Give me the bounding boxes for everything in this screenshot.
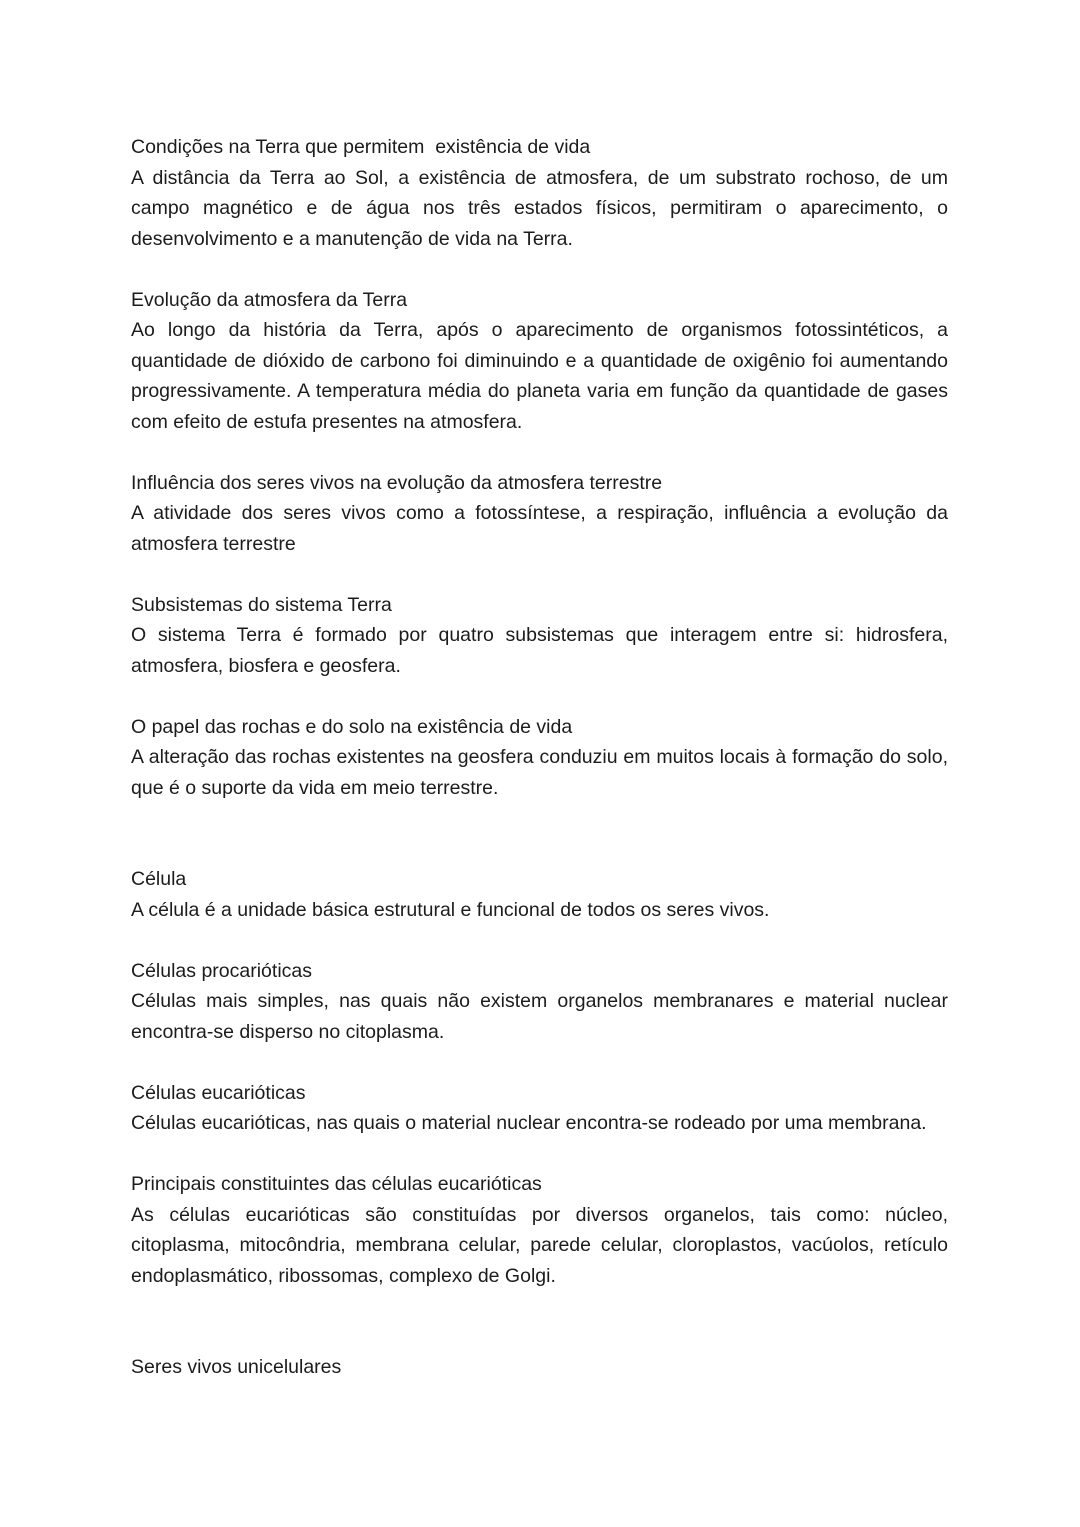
section-body: As células eucarióticas são constituídas por diversos organelos, tais como: núcleo, citoplasma, mitocôndria, membrana celular, parede celular, cloroplastos, vacúolos, retículo endoplasmático, ribossomas, complexo de Golgi. [131,1203,948,1287]
paragraph-gap [131,1291,948,1352]
section-heading: Condições na Terra que permitem existência de vida [131,136,591,158]
paragraph-gap [131,437,948,468]
section-heading: Influência dos seres vivos na evolução da atmosfera terrestre [131,471,663,494]
section-earth-subsystems [131,590,948,682]
section-body: Ao longo da história da Terra, após o aparecimento de organismos fotossintéticos, a quantidade de dióxido de carbono foi diminuindo e a quantidade de oxigênio foi aumentando progressivamente. A temperatura média do planeta varia em função da quantidade de gases com efeito de estufa presentes na atmosfera. [131,319,948,433]
section-body: A célula é a unidade básica estrutural e funcional de todos os seres vivos. [131,898,770,921]
section-body: Células eucarióticas, nas quais o material nuclear encontra-se rodeado por uma membrana. [131,1112,927,1134]
section-body: A atividade dos seres vivos como a fotossíntese, a respiração, influência a evolução da atmosfera terrestre [131,502,948,555]
section-heading: Subsistemas do sistema Terra [131,593,392,616]
section-unicellular-beings [131,1352,948,1383]
paragraph-gap [131,1139,948,1170]
paragraph-gap [131,803,948,864]
section-conditions-for-life [131,132,948,254]
section-heading: Evolução da atmosfera da Terra [131,288,408,311]
section-eukaryotic-cells [131,1078,948,1139]
section-heading: O papel das rochas e do solo na existência de vida [131,715,573,738]
section-heading: Principais constituintes das células eucarióticas [131,1173,542,1195]
section-rocks-and-soil [131,712,948,804]
section-eukaryotic-constituents [131,1169,948,1291]
paragraph-gap [131,254,948,285]
section-atmosphere-evolution [131,285,948,438]
section-living-beings-influence [131,468,948,560]
section-heading: Célula [131,868,187,890]
section-heading: Células eucarióticas [131,1081,306,1104]
section-heading: Células procarióticas [131,959,312,982]
section-body: A alteração das rochas existentes na geosfera conduziu em muitos locais à formação do solo, que é o suporte da vida em meio terrestre. [131,746,948,799]
paragraph-gap [131,925,948,956]
paragraph-gap [131,1047,948,1078]
document-page [131,132,948,1383]
section-prokaryotic-cells [131,956,948,1048]
paragraph-gap [131,681,948,712]
section-body: O sistema Terra é formado por quatro subsistemas que interagem entre si: hidrosfera, atmosfera, biosfera e geosfera. [131,624,948,677]
section-heading: Seres vivos unicelulares [131,1356,342,1378]
paragraph-gap [131,559,948,590]
section-cell [131,864,948,925]
section-body: Células mais simples, nas quais não existem organelos membranares e material nuclear encontra-se disperso no citoplasma. [131,990,948,1043]
section-body: A distância da Terra ao Sol, a existência de atmosfera, de um substrato rochoso, de um campo magnético e de água nos três estados físicos, permitiram o aparecimento, o desenvolvimento e a manutenção de vida na Terra. [131,166,948,250]
